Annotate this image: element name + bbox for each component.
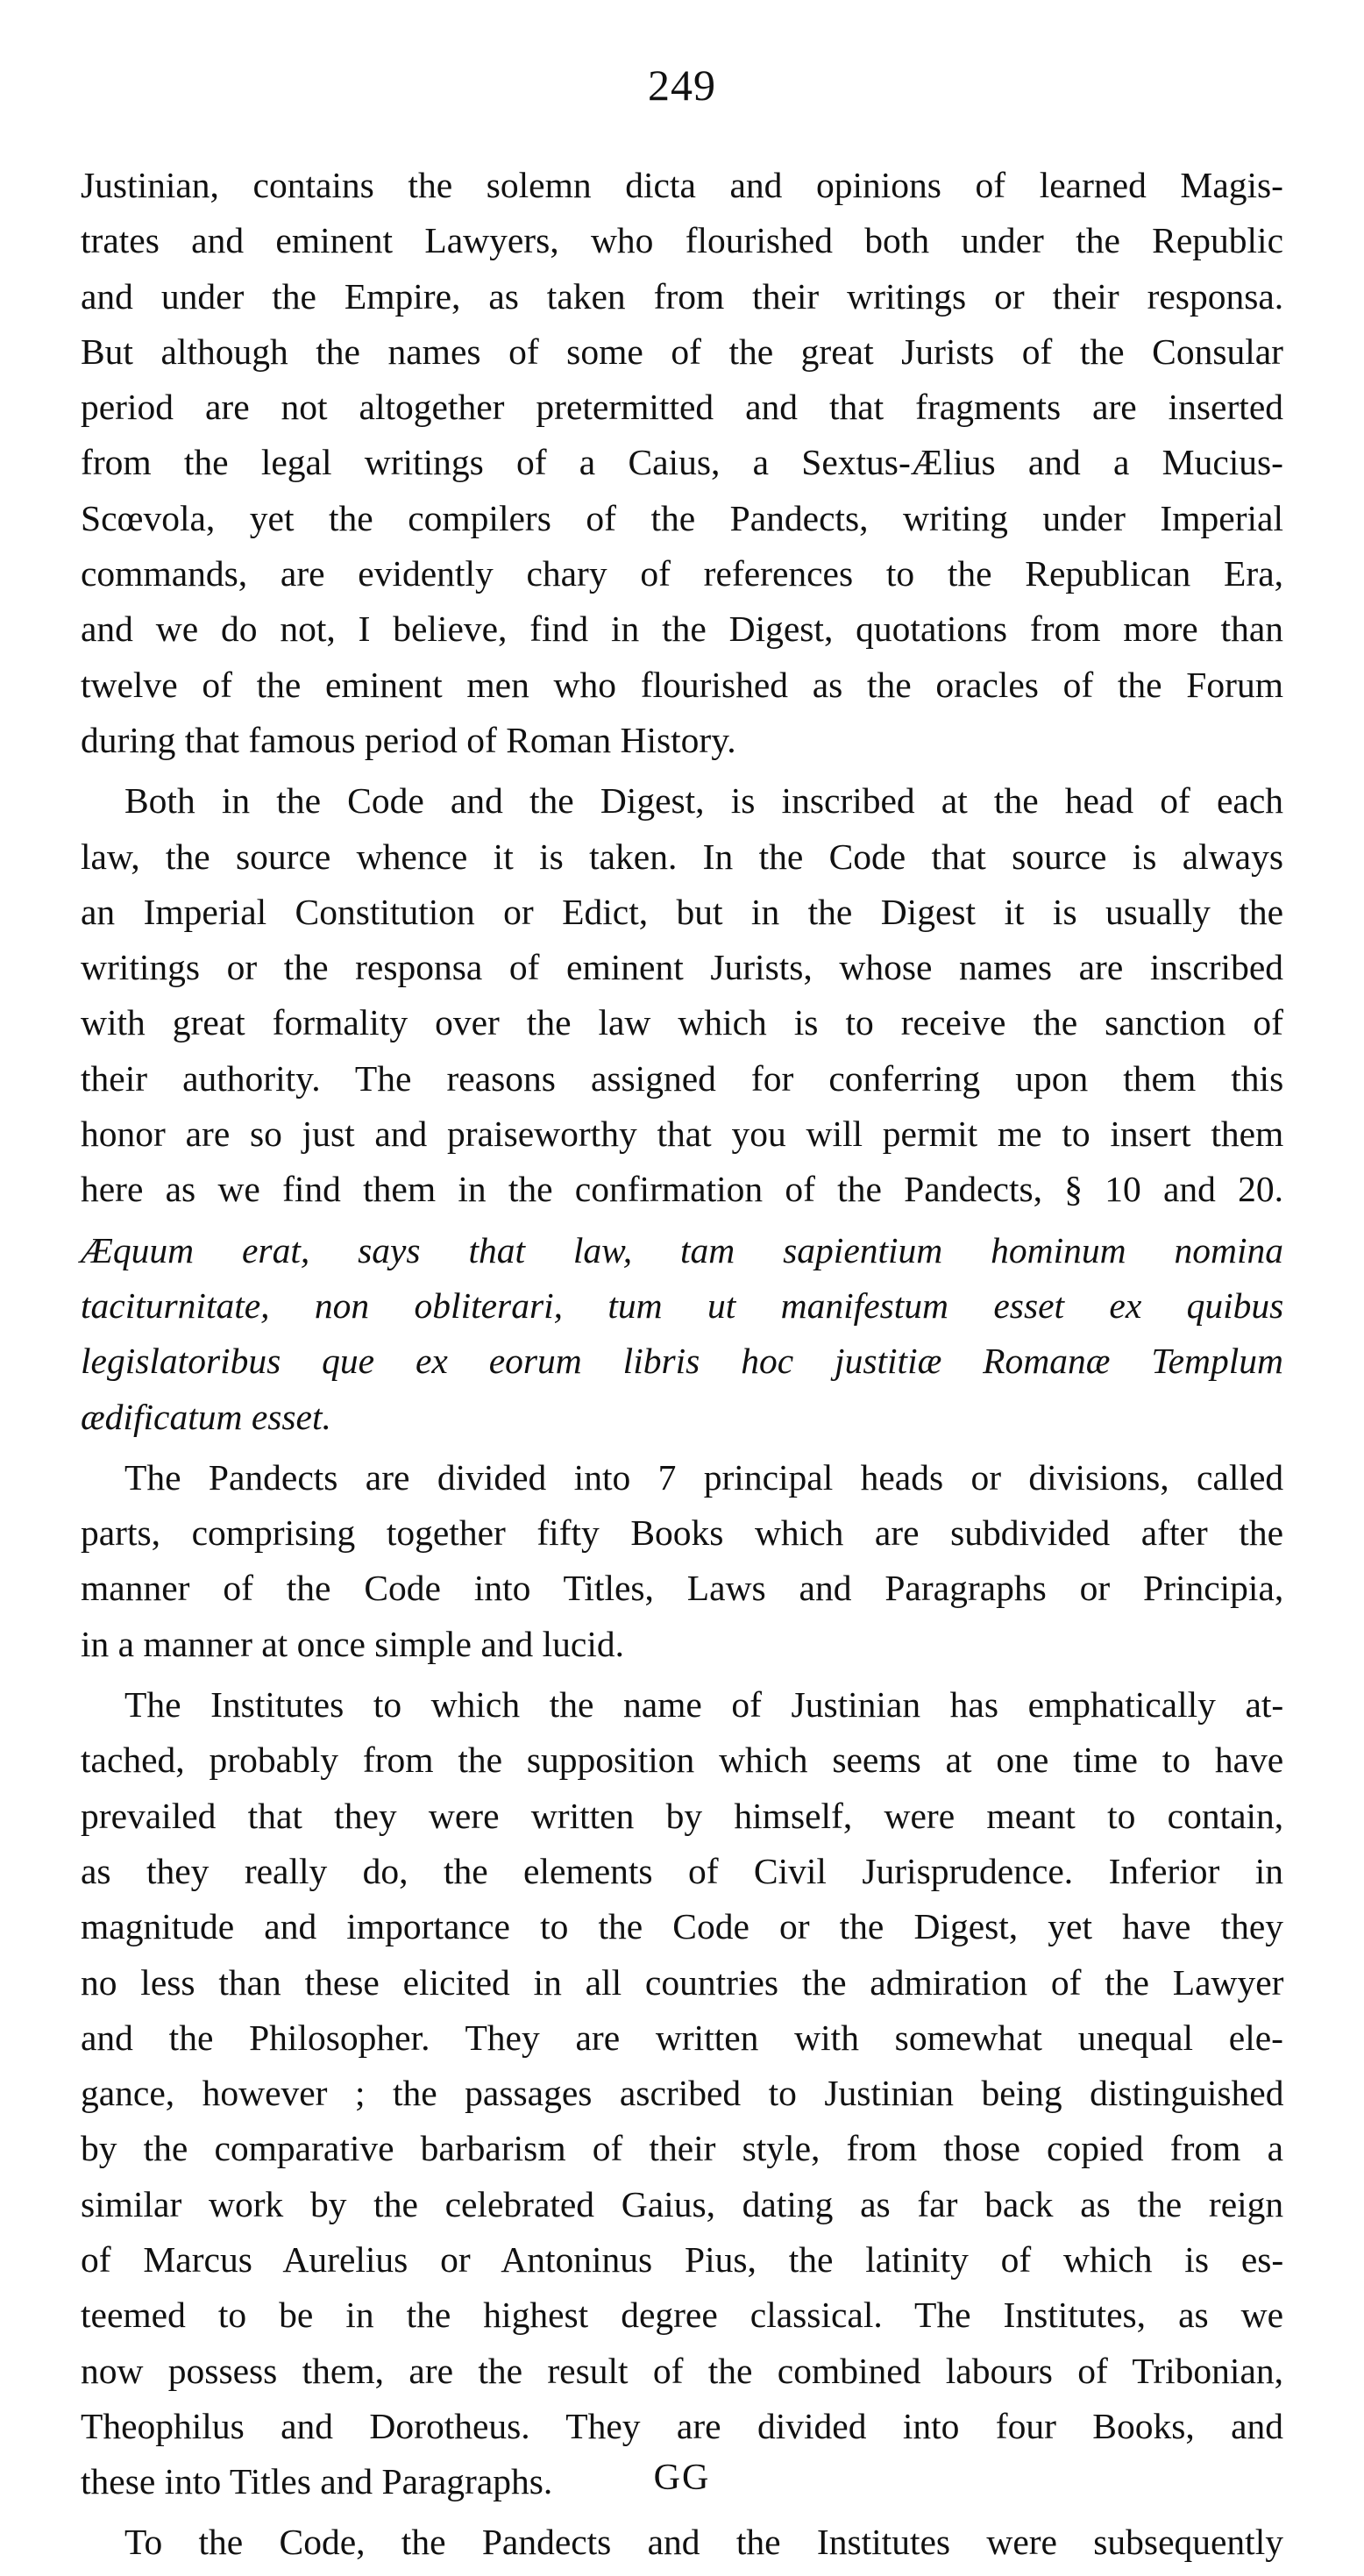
text-line: and we do not, I believe, find in the Digest, quotations from more than: [81, 608, 1283, 650]
paragraph: [81, 773, 1283, 1217]
text-line: and the Philosopher. They are written with somewhat unequal ele-: [81, 2017, 1283, 2058]
text-line: The Institutes to which the name of Justinian has emphatically at-: [124, 1684, 1284, 1726]
text-line: with great formality over the law which is to receive the sanction of: [81, 1002, 1283, 1043]
text-line: Scœvola, yet the compilers of the Pandects, writing under Imperial: [81, 497, 1283, 538]
paragraph: [81, 1450, 1283, 1672]
text-line: To the Code, the Pandects and the Institutes were subsequently: [124, 2522, 1283, 2563]
text-line: tached, probably from the supposition which seems at one time to have: [81, 1740, 1284, 1781]
text-line: Justinian, contains the solemn dicta and opinions of learned Magis-: [81, 165, 1283, 205]
body-text: [81, 158, 1283, 2576]
text-line: ædificatum esset.: [81, 1396, 331, 1437]
text-line: twelve of the eminent men who flourished as the oracles of the Forum: [81, 664, 1283, 705]
text-line: parts, comprising together fifty Books which are subdivided after the: [81, 1512, 1283, 1554]
text-line: law, the source whence it is taken. In the Code that source is always: [81, 836, 1283, 877]
text-line: similar work by the celebrated Gaius, dating as far back as the reign: [81, 2183, 1284, 2224]
text-line: teemed to be in the highest degree classical. The Institutes, as we: [81, 2295, 1284, 2336]
text-line: The Pandects are divided into 7 principal heads or divisions, called: [124, 1456, 1284, 1498]
text-line: Æquum erat, says that law, tam sapientium hominum nomina: [81, 1229, 1283, 1270]
text-line: during that famous period of Roman History.: [81, 719, 736, 760]
signature-mark: GG: [653, 2458, 711, 2498]
text-line: here as we find them in the confirmation of the Pandects, § 10 and 20.: [81, 1169, 1283, 1210]
text-line: But although the names of some of the great Jurists of the Consular: [81, 331, 1283, 372]
text-line: Both in the Code and the Digest, is inscribed at the head of each: [124, 780, 1283, 822]
text-line: honor are so just and praiseworthy that you will permit me to insert them: [81, 1114, 1284, 1155]
text-line: taciturnitate, non obliterari, tum ut manifestum esset ex quibus: [81, 1284, 1284, 1326]
text-line: from the legal writings of a Caius, a Sextus-Ælius and a Mucius-: [81, 442, 1283, 483]
text-line: no less than these elicited in all countries the admiration of the Lawyer: [81, 1961, 1284, 2003]
text-line: their authority. The reasons assigned for conferring upon them this: [81, 1057, 1284, 1099]
paragraph: [81, 2515, 1283, 2570]
page-number: 249: [648, 60, 716, 110]
text-line: magnitude and importance to the Code or the Digest, yet have they: [81, 1906, 1283, 1947]
text-line: trates and eminent Lawyers, who flourished both under the Republic: [81, 220, 1283, 261]
text-line: writings or the responsa of eminent Jurists, whose names are inscribed: [81, 947, 1283, 988]
text-line: of Marcus Aurelius or Antoninus Pius, the latinity of which is es-: [81, 2238, 1284, 2280]
text-line: these into Titles and Paragraphs.: [81, 2461, 553, 2502]
text-line: by the comparative barbarism of their style, from those copied from a: [81, 2128, 1283, 2169]
text-line: gance, however ; the passages ascribed to Justinian being distinguished: [81, 2073, 1284, 2114]
text-line: and under the Empire, as taken from their writings or their responsa.: [81, 275, 1284, 317]
latin-quotation: [81, 1223, 1283, 1445]
text-line: manner of the Code into Titles, Laws and Paragraphs or Principia,: [81, 1568, 1284, 1609]
text-line: an Imperial Constitution or Edict, but in the Digest it is usually the: [81, 891, 1283, 932]
text-line: Theophilus and Dorotheus. They are divided into four Books, and: [81, 2405, 1284, 2446]
text-line: in a manner at once simple and lucid.: [81, 1623, 624, 1664]
paragraph: [81, 1677, 1283, 2509]
text-line: as they really do, the elements of Civil Jurisprudence. Inferior in: [81, 1850, 1283, 1891]
text-line: legislatoribus que ex eorum libris hoc justitiæ Romanæ Templum: [81, 1341, 1283, 1382]
text-line: prevailed that they were written by himself, were meant to contain,: [81, 1795, 1284, 1836]
text-line: now possess them, are the result of the combined labours of Tribonian,: [81, 2350, 1283, 2391]
text-line: period are not altogether pretermitted and that fragments are inserted: [81, 387, 1283, 428]
paragraph: [81, 158, 1283, 768]
text-line: commands, are evidently chary of references to the Republican Era,: [81, 553, 1283, 594]
